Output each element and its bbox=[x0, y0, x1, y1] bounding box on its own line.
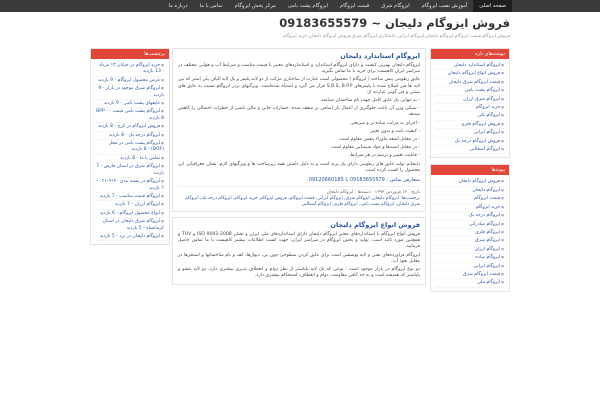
post-paragraph: - سبکی وزن آن باعث جلوگیری از اعمال بار اضافی بر سقف شده، خسارات جانی و مالی ناشی از خطرات احتمالی را کاهش میدهد. bbox=[178, 106, 420, 118]
nav-item-price[interactable]: قیمت ایزوگام bbox=[339, 3, 370, 9]
recent-post-link[interactable]: ■ ایزوگام ایرانی bbox=[436, 129, 504, 137]
blogroll-link[interactable]: ■ ایزوگام ساده bbox=[436, 254, 504, 262]
tag-item[interactable]: ■ ایزوگام پشت بامی قیمت - BPP - 8 بازدید bbox=[96, 108, 164, 123]
post-paragraph: - در مقابل اسیدها و مواد شیمیایی مقاوم است. bbox=[330, 145, 420, 151]
site-title[interactable]: فروش ایزوگام دلیجان ~ 09183655579 bbox=[279, 16, 510, 30]
tag-item[interactable]: ■ ایزوگام شرق موجود در بازار - 9 بازدید bbox=[96, 85, 164, 100]
recent-post-link[interactable]: ■ ایزوگام تکی bbox=[436, 112, 504, 120]
blogroll-link[interactable]: ■ ایزوگام صادراتی bbox=[436, 221, 504, 229]
tag-item[interactable]: ■ فروش ایزوگام در کرج - 8 بازدید bbox=[96, 123, 164, 131]
tag-item[interactable]: ■ ایزوگام شرق دلیجان در استان کرمانشاه - 5 بازدید bbox=[96, 218, 164, 233]
post-paragraph: - قابلیت تعمیر و ترمیم در هر شرایط. bbox=[348, 153, 420, 159]
recent-posts-title: نوشته‌های تازه bbox=[431, 49, 509, 59]
post-title[interactable]: ایزوگام استاندارد دلیجان bbox=[340, 52, 420, 60]
tag-item[interactable]: ■ خرید ایزوگام در خیابان ۱۳ مرداد - 13 بازدید bbox=[96, 62, 164, 77]
post-body bbox=[178, 232, 420, 279]
blogroll-link[interactable]: ■ ایزوگام ارزان bbox=[436, 246, 504, 254]
tag-item[interactable]: ■ تماس با ما - 8 بازدید bbox=[96, 155, 164, 163]
links-widget-title: پیوندها bbox=[431, 165, 509, 175]
post-date-category: تاریخ : ۱۲ فروردین ۱۳۹۳ · دسته‌ها : ایزوگام دلیجان bbox=[326, 190, 420, 196]
post-paragraph: - به تنهایی یک عایق کامل جهت بام ساختمان میباشد. bbox=[319, 98, 420, 104]
post-paragraph: - اجرای به مراتب ساده تر و سریعتر. bbox=[349, 120, 420, 126]
blogroll-link[interactable]: ■ ایزوگام ملی bbox=[436, 279, 504, 287]
nav-item-contact[interactable]: تماس با ما bbox=[199, 3, 223, 9]
recent-post-link[interactable]: ■ ایزوگام استاندارد دلیجان bbox=[436, 62, 504, 70]
tags-widget-title: برچسب‌ها bbox=[91, 49, 169, 59]
tag-item[interactable]: ■ ایزوگام شرق در استان فارس - 7 بازدید bbox=[96, 163, 164, 178]
blogroll-link[interactable]: ■ خرید ایزوگام bbox=[436, 204, 504, 212]
blogroll-link[interactable]: ■ ایزوگام دلیجان bbox=[436, 187, 504, 195]
nav-item-roof[interactable]: ایزوگام پشت بامی bbox=[287, 3, 328, 9]
tag-item[interactable]: ■ ایزوگام قیمت مناسب - 7 بازدید bbox=[96, 193, 164, 201]
nav-item-about[interactable]: درباره ما bbox=[168, 3, 188, 9]
recent-post-link[interactable]: ■ خرید ایزوگام bbox=[436, 104, 504, 112]
post-paragraph: ایزوگام فراورده‌های نفتی و لایه پوششی است برای عایق کردن سطوحی چون پی، دیوارها، کف و بام ساختمانها و استخرها در مقابل نفوذ آب. bbox=[178, 252, 420, 264]
tag-item[interactable]: ■ ایزوگام درجه یک - 8 بازدید bbox=[96, 132, 164, 140]
tag-item[interactable]: ■ عرض محصول ایزوگام - 9 بازدید bbox=[96, 77, 164, 85]
blogroll-link[interactable]: ■ قیمت ایزوگام شرق bbox=[436, 271, 504, 279]
recent-post-link[interactable]: ■ ایزوگام پشت بامی bbox=[436, 87, 504, 95]
recent-posts-widget bbox=[430, 48, 510, 158]
post-paragraph: - در مقابل اشعه ماوراء بنفش مقاوم است. bbox=[338, 137, 420, 143]
blogroll-link[interactable]: ■ ایزوگام درجه یک bbox=[436, 212, 504, 220]
links-list bbox=[431, 175, 509, 290]
tag-item[interactable]: ■ ایزوگام پشت بامی در محل (BOF) - 8 بازدید bbox=[96, 140, 164, 155]
tags-list bbox=[91, 59, 169, 244]
post-conclusion: دلیجانم تولید عایق های رطوبتی دارای یک برند است و به دلیل داشتن همه زیرساخت ها و ویژگیهای لازم، نشان جغرافیایی این محصول را کسب کرده است. bbox=[178, 161, 420, 173]
recent-posts-list bbox=[431, 59, 509, 157]
tags-sidebar bbox=[90, 48, 170, 251]
recent-post-link[interactable]: ■ ایزوگام شرق ارزان bbox=[436, 96, 504, 104]
nav-item-install-guide[interactable]: آموزش نصب ایزوگام bbox=[421, 3, 468, 9]
recent-post-link[interactable]: ■ فروش ایزوگام درجه یک bbox=[436, 138, 504, 146]
post-paragraph: عایق رطوبتی پیش ساخته ( ایزوگام ) محصولی است عبارت از ساختاری مرکب از دو لایه پلیمر و یک لایه الیاف پلی استر که بین لایه ها قیر اصلاح شده با پلیمرهای S.B.S, B.P.P قرار می گیرد و اشتباه شده‌است. ویژگیهای برتر ایزوگام نسبت به عایق های سنتی و قیر گونی عبارتند از: bbox=[178, 77, 420, 95]
post bbox=[172, 48, 426, 212]
recent-post-link[interactable]: ■ ایزوگام آسفالتی bbox=[436, 146, 504, 154]
post-paragraph: دو نوع ایزوگام در بازار موجود است : نوعی که تک لایه پلیاستر از نظر دوام و انعطاف پذیری بیشتری دارد، دو لایه تنشو و پلیاستر که همیشه است و به حد کافی مقاومت، دوام و انعطاف، استحکام بیشتری دارد. bbox=[178, 267, 420, 279]
tag-item[interactable]: ■ ایزوگام دلیجان در یزد - 5 بازدید bbox=[96, 233, 164, 241]
tag-item[interactable]: ■ ایزوگام ارزان - 7 بازدید bbox=[96, 201, 164, 209]
post-contact[interactable]: سفارش تماس : 09183655579 یا 09120660185 bbox=[308, 177, 420, 184]
tag-item[interactable]: ■ انواع محصول ایزوگام - 6 بازدید bbox=[96, 210, 164, 218]
site-header bbox=[0, 12, 600, 44]
post-title[interactable]: فروش انواع ایزوگام دلیجان bbox=[330, 221, 420, 230]
post-paragraph: ایزوگام دلیجان بهترین کیفیت و دارای ایزوگام استاندارد و استانداردهای معتبر با قیمت مناسب و شرایط آب و هوایی مختلف در سراسر ایران کاهیست برای خرید با ما تماس بگیرید. bbox=[178, 63, 420, 75]
post bbox=[172, 217, 426, 285]
tag-item[interactable]: ■ ایزوگام در بسته بندی ۹۱۴۰-۰۲۱ - 7 بازدید bbox=[96, 178, 164, 193]
tag-item[interactable]: ■ عایقهای پشت بامی - 9 بازدید bbox=[96, 100, 164, 108]
blogroll-link[interactable]: ■ ایزوگام شرق bbox=[436, 237, 504, 245]
main-content bbox=[172, 48, 426, 290]
tags-widget bbox=[90, 48, 170, 245]
nav-item-home[interactable]: صفحه اصلی bbox=[473, 0, 512, 12]
post-meta bbox=[178, 186, 420, 208]
post-paragraph: - کیفیت ثابت و بدون تغییر. bbox=[369, 128, 420, 134]
nav-item-sharq[interactable]: ایزوگام شرق bbox=[381, 3, 410, 9]
blogroll-link[interactable]: ■ فروش ایزوگام دلیجان bbox=[436, 178, 504, 186]
post-tags[interactable]: برچسب‌ها: ایزوگام دلیجان, ایزوگام شرق, ایزوگام ایرانی, قیمت ایزوگام, فروش ایزوگام, خرید ایزوگام, ایزوگام درجه یک, ایزوگام شرق دلیجان, ایزوگام پشت بامی, ایزوگام فلزی, ایزوگام آسفالتی bbox=[185, 196, 420, 208]
recent-post-link[interactable]: ■ قیمت ایزوگام شرق دلیجان bbox=[436, 79, 504, 87]
post-body bbox=[178, 63, 420, 183]
recent-post-link[interactable]: ■ فروش ایزوگام فلزی bbox=[436, 121, 504, 129]
links-widget bbox=[430, 164, 510, 291]
top-navigation bbox=[0, 0, 600, 12]
blogroll-link[interactable]: ■ ایزوگام فلزی bbox=[436, 229, 504, 237]
blogroll-link[interactable]: ■ قیمت ایزوگام bbox=[436, 195, 504, 203]
site-description: فروش ایزوگام,قیمت ایزوگام,ایزوگام دلیجان,ایزوگام ایرانی,عایقکاری,ایزوگام شرق,فروش ایزوگام دلیجان,خرید ایزوگام bbox=[282, 34, 510, 39]
nav-item-distribution[interactable]: مرکز پخش ایزوگام bbox=[234, 3, 276, 9]
main-sidebar bbox=[430, 48, 510, 298]
blogroll-link[interactable]: ■ ایزوگام ایرانی bbox=[436, 263, 504, 271]
post-paragraph: فروش انواع ایزوگام با استانداردهای معتبر ایزوگام دلیجان دارای استانداردهای ملی ایران و نشان ISO 9001-2008 و TUV و همچنین مورد تائید است. تولید و پخش ایزوگام در سراسر ایران، جهت کسب اطلاعات بیشتر کاهیست با ما تماس حاصل فرمایید. bbox=[178, 232, 420, 250]
recent-post-link[interactable]: ■ فروش انواع ایزوگام دلیجان bbox=[436, 70, 504, 78]
